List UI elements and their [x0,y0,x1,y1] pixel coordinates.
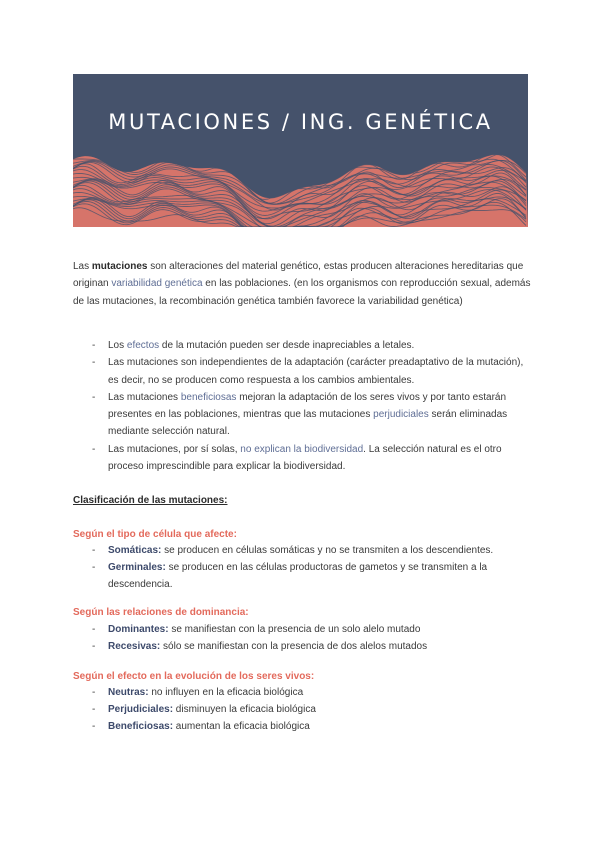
intro-term-mutaciones: mutaciones [91,261,148,272]
bullet-dash: - [92,704,96,715]
list-item [92,354,530,389]
list-item [92,559,530,593]
item-term: Recesivas: [108,641,161,652]
bullet-dash: - [92,687,96,698]
bullet-dash: - [92,391,96,403]
bullet-highlight: perjudiciales [373,409,429,421]
bullet-highlight: efectos [126,340,160,351]
item-term: Neutras: [108,687,149,698]
list-item [92,701,530,718]
list-item [92,684,530,701]
list-item [92,441,530,476]
item-text: se producen en las células productoras de gametos y se transmiten a la descendencia. [108,562,488,590]
bullet-dash: - [92,721,96,732]
bullet-dash: - [92,562,96,573]
bullet-text: Las mutaciones, por sí solas, [108,443,241,455]
item-text: se producen en células somáticas y no se transmiten a los descendientes. [161,545,494,556]
bullet-text: Las mutaciones son independientes de la adaptación (carácter preadaptativo de la mutación), es decir, no se producen como respuesta a los cambios ambientales. [108,357,524,386]
bullet-dash: - [92,357,96,369]
item-term: Germinales: [108,562,166,573]
item-term: Somáticas: [108,545,162,556]
bullet-highlight: beneficiosas [180,391,237,403]
section-heading-cell-type: Según el tipo de célula que afecte: [73,529,237,540]
item-text: se manifiestan con la presencia de un solo alelo mutado [168,624,421,635]
list-item [92,638,530,655]
bullet-text: serán eliminadas mediante selección natural. [108,409,508,438]
page-title: MUTACIONES / ING. GENÉTICA [108,110,493,134]
item-term: Dominantes: [108,624,169,635]
item-text: aumentan la eficacia biológica [173,721,310,732]
dominance-list [92,621,530,655]
intro-paragraph [73,258,531,310]
intro-text: Las [73,261,92,272]
intro-text: en las poblaciones. (en los organismos con reproducción sexual, además de las mutaciones, la recombinación genética también favorece la variabilidad genética) [73,278,531,307]
item-text: no influyen en la eficacia biológica [148,687,304,698]
mutation-facts-list [92,337,530,475]
bullet-text: mejoran la adaptación de los seres vivos y por tanto estarán presentes en las poblaciones, mientras que las mutaciones [108,391,507,421]
list-item [92,337,530,354]
list-item [92,389,530,441]
bullet-dash: - [92,443,96,455]
list-item [92,718,530,735]
intro-text: son alteraciones del material genético, estas producen alteraciones hereditarias que originan [73,261,524,290]
bullet-text: de la mutación pueden ser desde inapreciables a letales. [159,340,415,351]
evolution-list [92,684,530,735]
section-heading-dominance: Según las relaciones de dominancia: [73,607,249,618]
bullet-text: Los [108,340,127,351]
list-item [92,621,530,638]
item-term: Beneficiosas: [108,721,174,732]
bullet-highlight: no explican la biodiversidad [240,443,364,455]
bullet-text: Las mutaciones [108,391,181,403]
cell-type-list [92,542,530,593]
bullet-text: . La selección natural es el otro proceso imprescindible para explicar la biodiversidad. [108,443,502,473]
classification-title: Clasificación de las mutaciones: [73,495,228,506]
wave-pattern-graphic [73,74,528,227]
item-term: Perjudiciales: [108,704,174,715]
bullet-dash: - [92,641,96,652]
bullet-dash: - [92,340,96,351]
intro-highlight-variabilidad: variabilidad genética [111,278,203,290]
bullet-dash: - [92,545,96,556]
header-banner [73,74,528,227]
item-text: sólo se manifiestan con la presencia de dos alelos mutados [160,641,428,652]
list-item [92,542,530,559]
bullet-dash: - [92,624,96,635]
section-heading-evolution: Según el efecto en la evolución de los seres vivos: [73,671,315,682]
item-text: disminuyen la eficacia biológica [173,704,316,715]
